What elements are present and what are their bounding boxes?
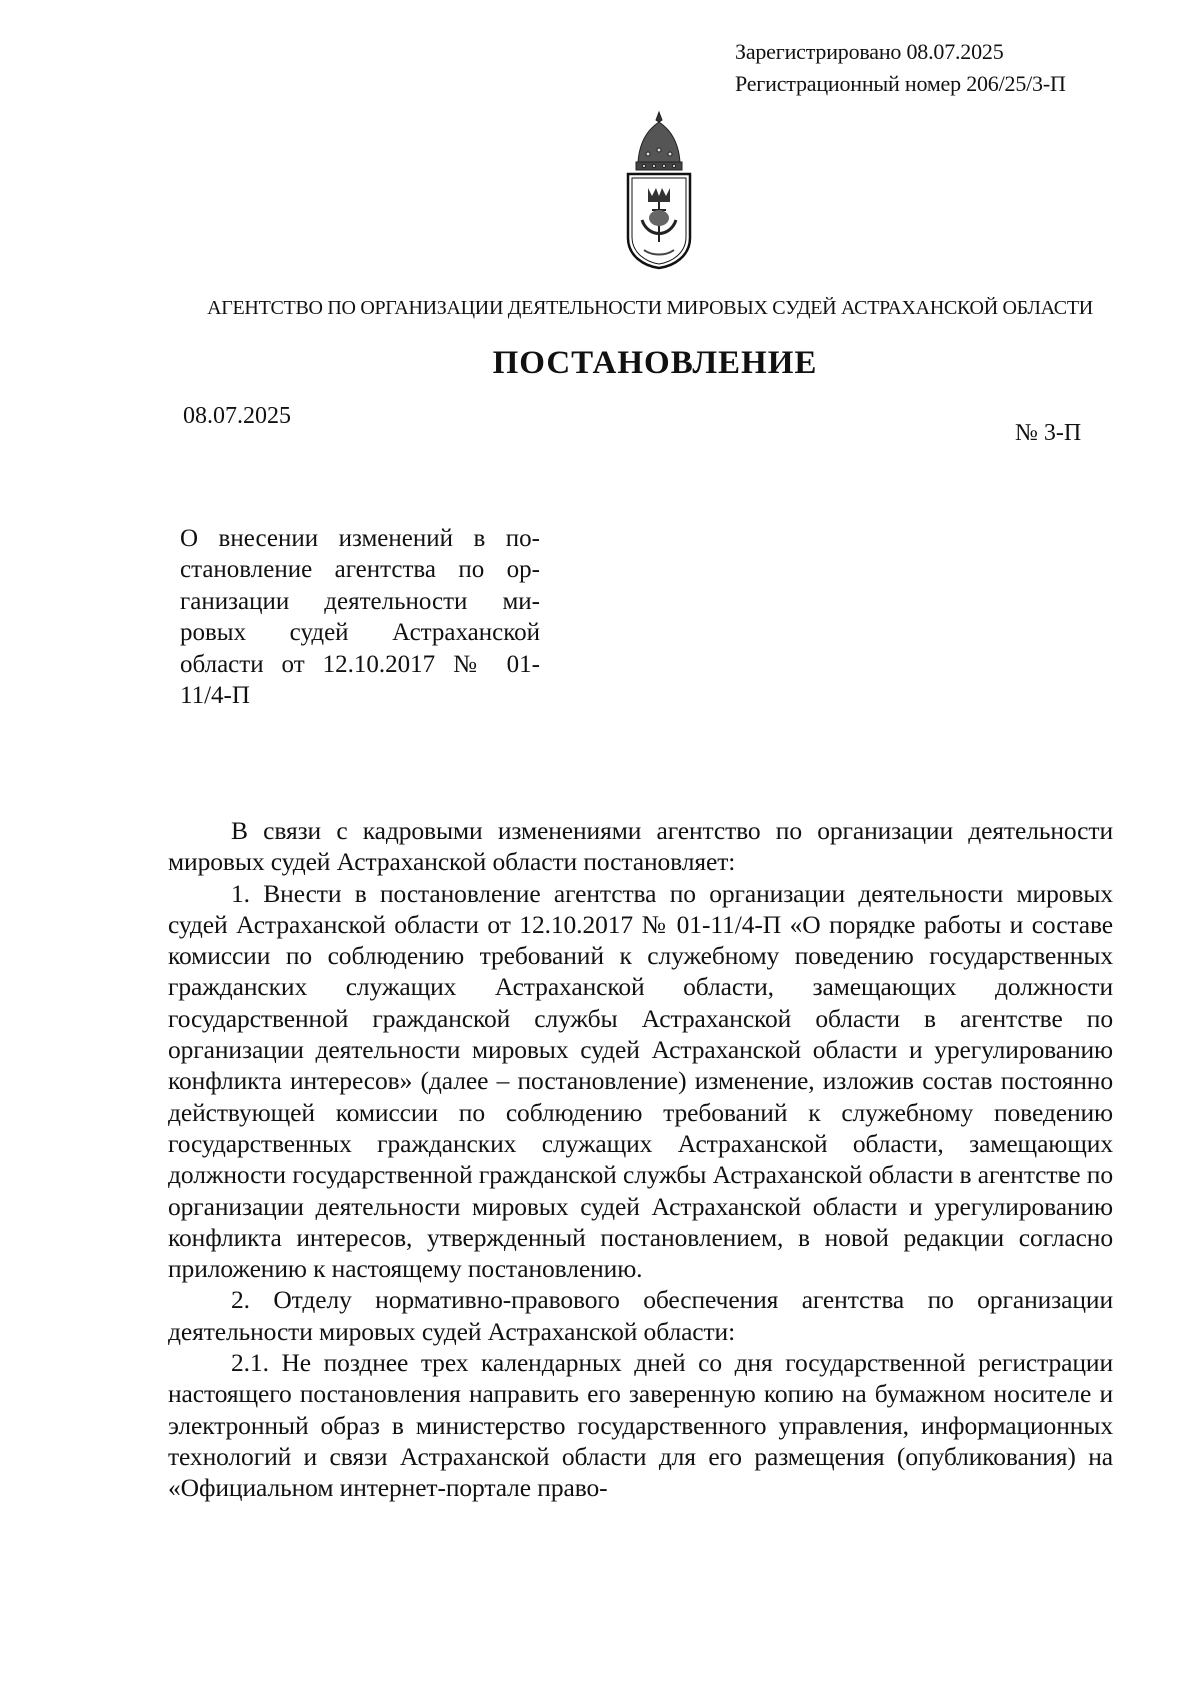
registration-date: Зарегистрировано 08.07.2025 xyxy=(735,39,1004,64)
body-paragraph: 2. Отделу нормативно-правового обеспечения агентства по организации деятельности мировых судей Астраханской области: xyxy=(168,1285,1113,1346)
subject-line: области от 12.10.2017 № 01- xyxy=(180,650,540,678)
subject-line: О внесении изменений в по- xyxy=(180,525,540,552)
agency-name: АГЕНТСТВО ПО ОРГАНИЗАЦИИ ДЕЯТЕЛЬНОСТИ МИРОВЫХ СУДЕЙ АСТРАХАНСКОЙ ОБЛАСТИ xyxy=(207,297,1093,319)
document-number: № 3-П xyxy=(1015,420,1082,446)
body-paragraph: В связи с кадровыми изменениями агентство по организации деятельности мировых судей Астраханской области постановляет: xyxy=(168,816,1113,877)
document-body xyxy=(168,815,1113,1504)
astrakhan-coat-of-arms-icon xyxy=(614,110,704,270)
document-type: ПОСТАНОВЛЕНИЕ xyxy=(492,345,818,381)
subject-line: ганизации деятельности ми- xyxy=(180,587,540,615)
document-subject xyxy=(180,523,540,711)
registration-number: Регистрационный номер 206/25/3-П xyxy=(735,71,1066,96)
subject-line: ровых судей Астраханской xyxy=(180,619,540,647)
body-paragraph: 1. Внести в постановление агентства по организации деятельности мировых судей Астраханской области от 12.10.2017 № 01-11/4-П «О порядке работы и составе комиссии по соблюдению требований к служебному поведению государственных гражданских служащих Астраханской области, замещающих должности государственной гражданской службы Астраханской области в агентстве по организации деятельности мировых судей Астраханской области и урегулированию конфликта интересов» (далее – постановление) изменение, изложив состав постоянно действующей комиссии по соблюдению требований к служебному поведению государственных гражданских служащих Астраханской области, замещающих должности государственной гражданской службы Астраханской области в агентстве по организации деятельности мировых судей Астраханской области и урегулированию конфликта интересов, утвержденный постановлением, в новой редакции согласно приложению к настоящему постановлению. xyxy=(168,878,1113,1284)
subject-line: становление агентства по ор- xyxy=(180,556,540,584)
body-paragraph: 2.1. Не позднее трех календарных дней со дня государственной регистрации настоящего постановления направить его заверенную копию на бумажном носителе и электронный образ в министерство государственного управления, информационных технологий и связи Астраханской области для его размещения (опубликования) на «Официальном интернет-портале право- xyxy=(168,1348,1113,1503)
document-date: 08.07.2025 xyxy=(183,403,291,429)
registration-stamp xyxy=(735,36,1066,100)
subject-line: 11/4-П xyxy=(180,682,250,710)
